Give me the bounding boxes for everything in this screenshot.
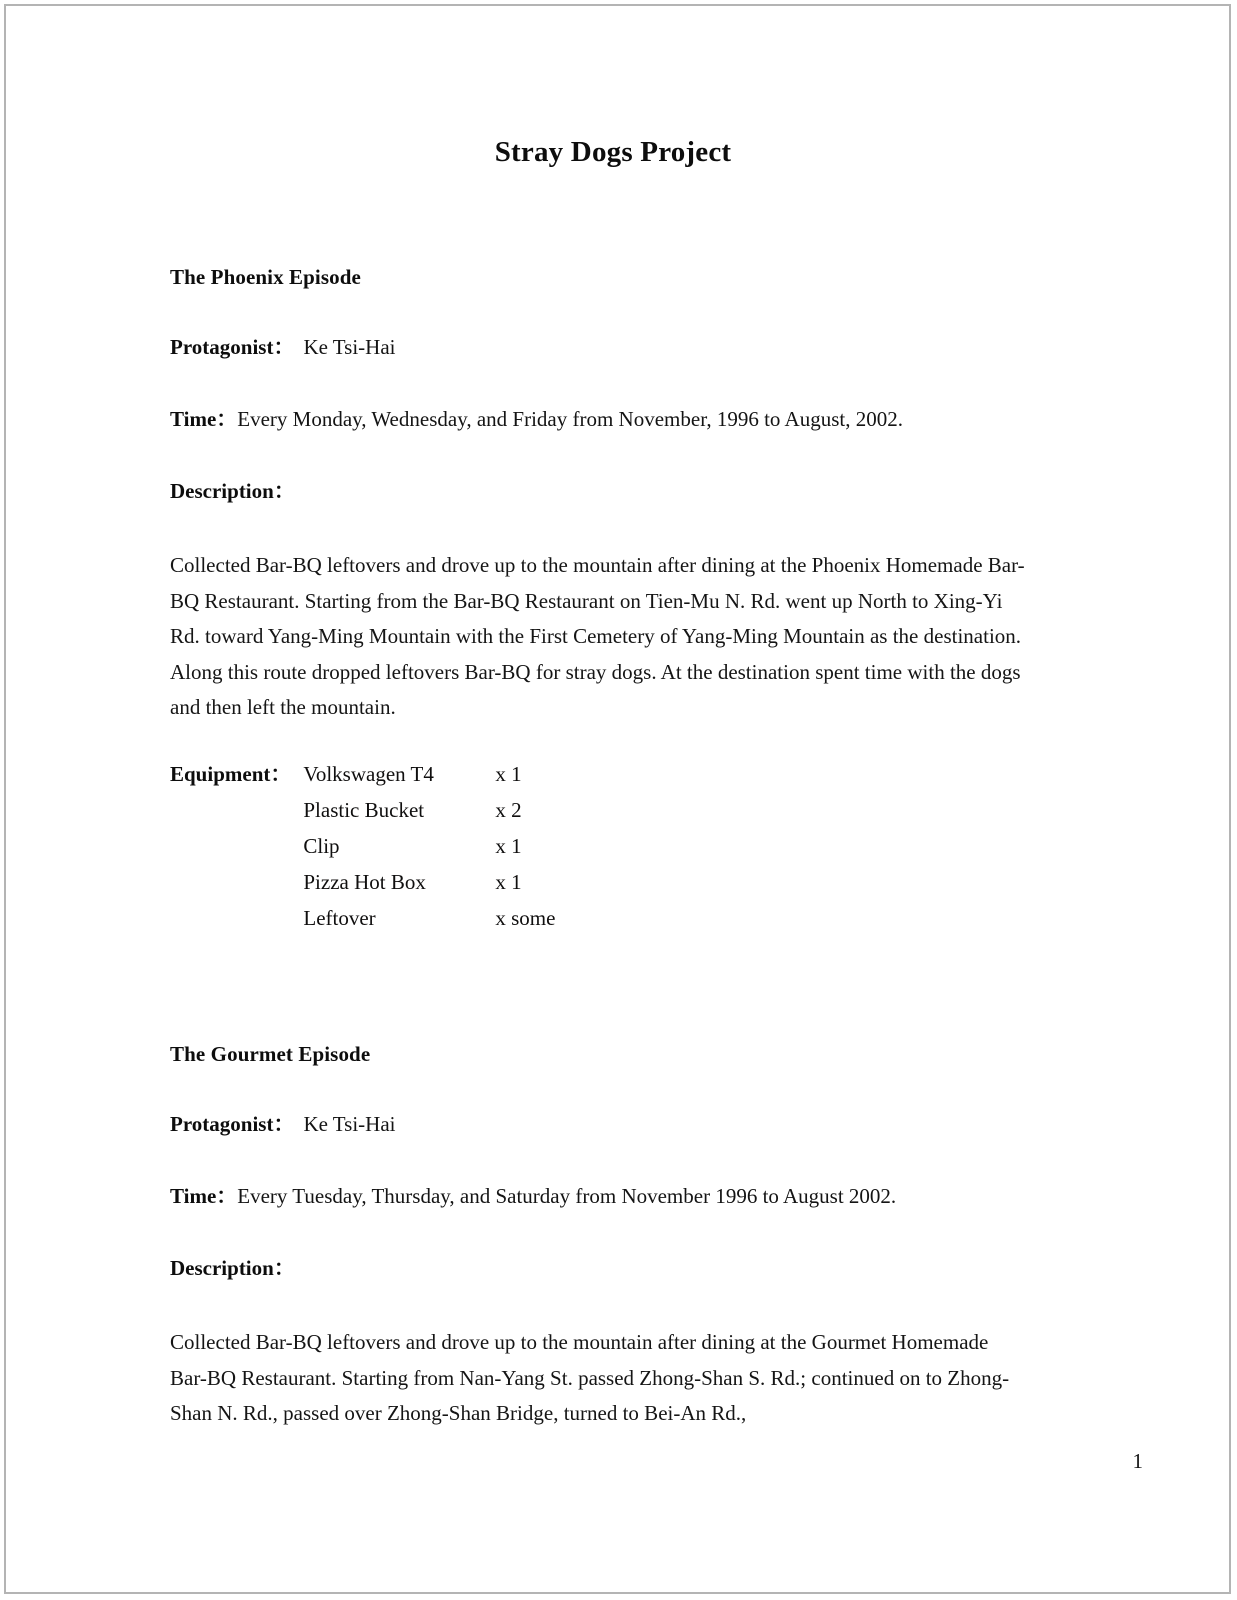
equipment-item-qty: x some: [495, 905, 556, 930]
field-colon: ：: [273, 1255, 295, 1280]
page-content: [170, 6, 1056, 1432]
spacer: [170, 1283, 1056, 1325]
spacer: [170, 1211, 1056, 1253]
protagonist-value: Ke Tsi-Hai: [303, 1111, 396, 1136]
time-value: Every Tuesday, Thursday, and Saturday from November 1996 to August 2002.: [237, 1183, 897, 1208]
equipment-label-group: [170, 756, 291, 792]
equipment-block-phoenix: [170, 756, 1056, 936]
spacer: [170, 1067, 1056, 1109]
spacer: [170, 434, 1056, 476]
equipment-item-qty: x 1: [495, 833, 522, 858]
protagonist-row-gourmet: [170, 1109, 1056, 1139]
equipment-list: [291, 756, 555, 936]
spacer: [170, 169, 1056, 265]
equipment-item-qty: x 2: [495, 797, 522, 822]
field-colon: ：: [216, 1183, 238, 1208]
description-row-gourmet: [170, 1253, 1056, 1283]
section-heading-phoenix: The Phoenix Episode: [170, 265, 361, 289]
field-colon: ：: [273, 1111, 295, 1136]
spacer: [170, 1139, 1056, 1181]
spacer: [170, 362, 1056, 404]
time-label: Time: [170, 407, 217, 431]
spacer: [170, 936, 1056, 1042]
equipment-label: Equipment: [170, 761, 271, 786]
document-page: [4, 4, 1231, 1594]
protagonist-label: Protagonist: [170, 1111, 274, 1136]
field-colon: ：: [273, 479, 295, 503]
spacer: [170, 290, 1056, 332]
protagonist-label: Protagonist: [170, 335, 274, 359]
spacer: [170, 726, 1056, 756]
section-heading-gourmet: The Gourmet Episode: [170, 1041, 371, 1066]
equipment-item-qty: x 1: [495, 869, 522, 894]
equipment-item-qty: x 1: [495, 761, 522, 786]
time-row-gourmet: [170, 1181, 1056, 1211]
description-paragraph-gourmet: Collected Bar-BQ leftovers and drove up to the mountain after dining at the Gourmet Homemade Bar-BQ Restaurant. Starting from Nan-Yang St. passed Zhong-Shan S. Rd.; continued on to Zhong-Shan N. Rd., passed over Zhong-Shan Bridge, turned to Bei-An Rd.,: [170, 1329, 1010, 1426]
equipment-row: [303, 900, 555, 936]
page-number: 1: [1132, 1449, 1143, 1473]
protagonist-row-phoenix: [170, 332, 1056, 362]
equipment-item-name: Pizza Hot Box: [303, 869, 426, 894]
time-value: Every Monday, Wednesday, and Friday from November, 1996 to August, 2002.: [237, 407, 903, 431]
equipment-row: [303, 756, 555, 792]
protagonist-value: Ke Tsi-Hai: [303, 335, 396, 359]
equipment-item-name: Plastic Bucket: [303, 797, 425, 822]
spacer: [170, 506, 1056, 548]
description-label: Description: [170, 479, 274, 503]
equipment-item-name: Volkswagen T4: [303, 761, 434, 786]
description-row-phoenix: [170, 476, 1056, 506]
equipment-item-name: Clip: [303, 833, 340, 858]
field-colon: ：: [216, 407, 238, 431]
page-title: Stray Dogs Project: [494, 136, 732, 168]
field-colon: ：: [273, 335, 295, 359]
time-row-phoenix: [170, 404, 1056, 434]
equipment-item-name: Leftover: [303, 905, 376, 930]
field-colon: ：: [270, 761, 292, 786]
description-label: Description: [170, 1255, 274, 1280]
description-paragraph-phoenix: Collected Bar-BQ leftovers and drove up to the mountain after dining at the Phoenix Homemade Bar-BQ Restaurant. Starting from the Bar-BQ Restaurant on Tien-Mu N. Rd. went up North to Xing-Yi Rd. toward Yang-Ming Mountain with the First Cemetery of Yang-Ming Mountain as the destination. Along this route dropped leftovers Bar-BQ for stray dogs. At the destination spent time with the dogs and then left the mountain.: [170, 553, 1025, 720]
equipment-row: [303, 828, 555, 864]
time-label: Time: [170, 1183, 217, 1208]
equipment-row: [303, 792, 555, 828]
equipment-row: [303, 864, 555, 900]
